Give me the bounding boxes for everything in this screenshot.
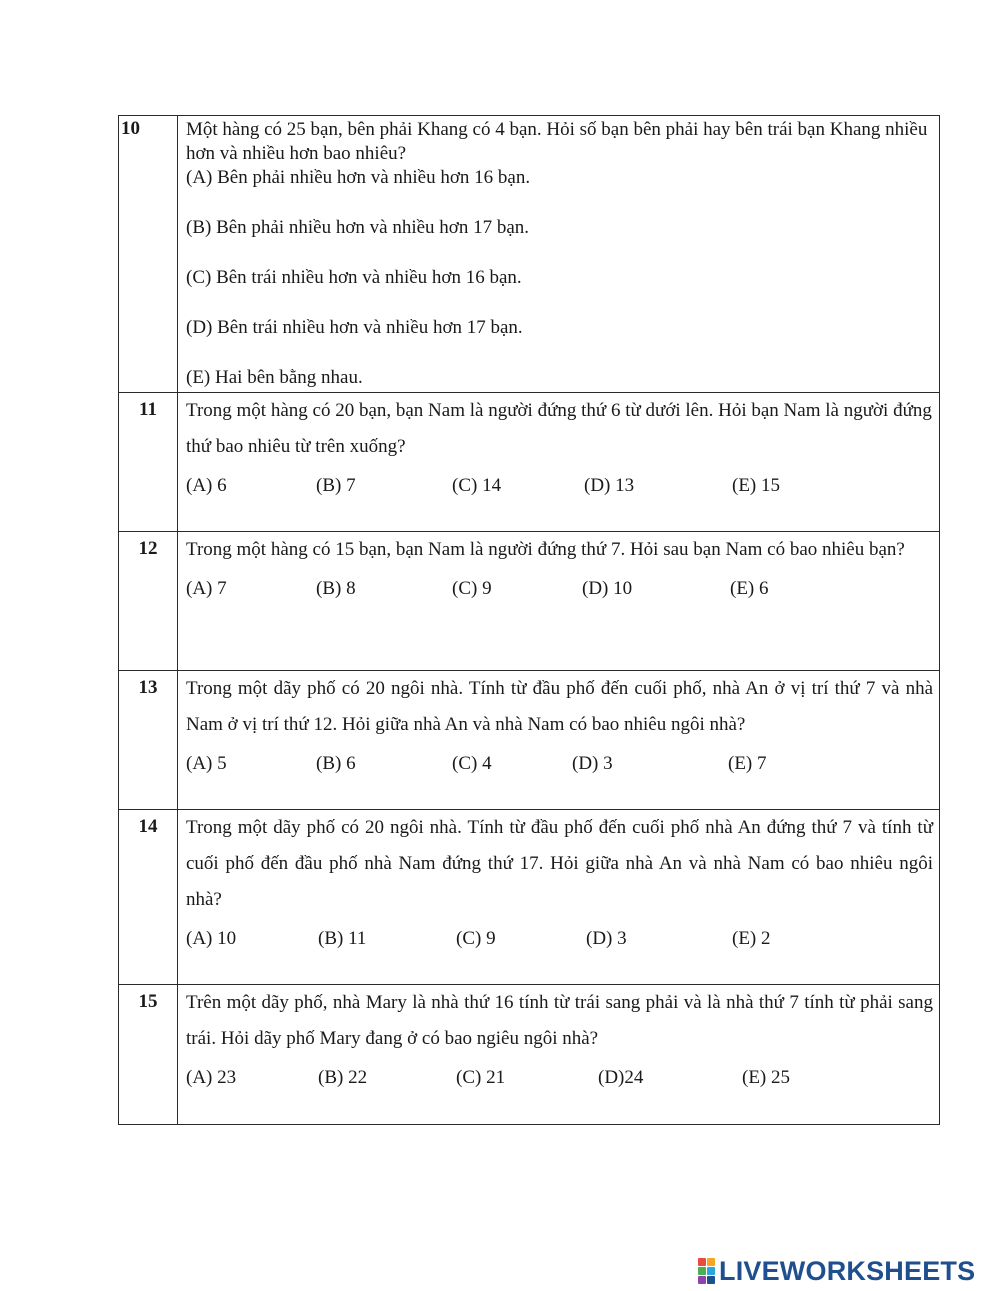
answer-options [186, 1061, 933, 1101]
logo-square [698, 1267, 706, 1275]
question-row-12 [119, 532, 940, 671]
answer-option-d[interactable]: (D) Bên trái nhiều hơn và nhiều hơn 17 bạn. [186, 317, 523, 338]
liveworksheets-logo-text: LIVEWORKSHEETS [719, 1255, 976, 1286]
question-number-cell [119, 532, 178, 671]
question-content-cell [178, 532, 940, 671]
answer-option-e[interactable]: (E) 6 [730, 578, 769, 599]
question-number-cell [119, 810, 178, 985]
answer-option-e[interactable]: (E) 15 [732, 475, 781, 496]
answer-option-c[interactable]: (C) 21 [456, 1067, 506, 1088]
answer-option-a[interactable]: (A) 7 [186, 578, 227, 599]
answer-option-e[interactable]: (E) Hai bên bằng nhau. [186, 367, 363, 388]
logo-square [707, 1276, 715, 1284]
liveworksheets-logo-icon [698, 1258, 715, 1284]
answer-option-b[interactable]: (B) Bên phải nhiều hơn và nhiều hơn 17 bạn. [186, 217, 530, 238]
answer-option-a[interactable]: (A) Bên phải nhiều hơn và nhiều hơn 16 bạn. [186, 167, 531, 188]
question-content-cell [178, 810, 940, 985]
question-content-cell [178, 985, 940, 1125]
question-number: 14 [138, 816, 158, 837]
question-number: 12 [138, 538, 158, 559]
question-number: 15 [138, 991, 158, 1012]
question-number: 10 [121, 118, 140, 139]
logo-square [698, 1276, 706, 1284]
answer-option-b[interactable]: (B) 22 [318, 1067, 368, 1088]
answer-options [186, 166, 933, 390]
answer-option-b[interactable]: (B) 6 [316, 753, 356, 774]
question-row-13 [119, 671, 940, 810]
question-number-cell [119, 393, 178, 532]
answer-option-b[interactable]: (B) 8 [316, 578, 356, 599]
answer-options [186, 922, 933, 962]
answer-options [186, 572, 933, 612]
question-stem: Trong một hàng có 20 bạn, bạn Nam là người đứng thứ 6 từ dưới lên. Hỏi bạn Nam là người đứng thứ bao nhiêu từ trên xuống? [186, 400, 932, 457]
question-table [118, 115, 940, 1125]
question-stem: Trong một dãy phố có 20 ngôi nhà. Tính từ đầu phố đến cuối phố nhà An đứng thứ 7 và tính từ cuối phố đến đầu phố nhà Nam đứng thứ 17. Hỏi giữa nhà An và nhà Nam có bao nhiêu ngôi nhà? [186, 817, 933, 910]
question-number: 13 [138, 677, 158, 698]
answer-option-d[interactable]: (D) 3 [572, 753, 613, 774]
answer-option-a[interactable]: (A) 10 [186, 928, 237, 949]
question-stem: Trong một dãy phố có 20 ngôi nhà. Tính từ đầu phố đến cuối phố, nhà An ở vị trí thứ 7 và nhà Nam ở vị trí thứ 12. Hỏi giữa nhà An và nhà Nam có bao nhiêu ngôi nhà? [186, 678, 933, 735]
answer-option-a[interactable]: (A) 5 [186, 753, 227, 774]
liveworksheets-logo [698, 1255, 975, 1287]
question-stem: Trong một hàng có 15 bạn, bạn Nam là người đứng thứ 7. Hỏi sau bạn Nam có bao nhiêu bạn? [186, 539, 905, 560]
answer-option-a[interactable]: (A) 23 [186, 1067, 237, 1088]
question-content-cell [178, 116, 940, 393]
question-number-cell [119, 671, 178, 810]
answer-option-c[interactable]: (C) 14 [452, 475, 502, 496]
answer-option-c[interactable]: (C) 4 [452, 753, 492, 774]
question-stem: Một hàng có 25 bạn, bên phải Khang có 4 bạn. Hỏi số bạn bên phải hay bên trái bạn Khang nhiều hơn và nhiều hơn bao nhiêu? [186, 119, 928, 164]
question-number-cell [119, 116, 178, 393]
logo-square [707, 1258, 715, 1266]
logo-square [707, 1267, 715, 1275]
answer-option-c[interactable]: (C) 9 [452, 578, 492, 599]
question-row-10 [119, 116, 940, 393]
answer-option-d[interactable]: (D) 10 [582, 578, 633, 599]
answer-option-e[interactable]: (E) 2 [732, 928, 771, 949]
answer-option-e[interactable]: (E) 25 [742, 1067, 791, 1088]
question-row-15 [119, 985, 940, 1125]
answer-options [186, 747, 933, 787]
logo-square [698, 1258, 706, 1266]
question-row-11 [119, 393, 940, 532]
answer-option-b[interactable]: (B) 7 [316, 475, 356, 496]
answer-option-b[interactable]: (B) 11 [318, 928, 367, 949]
question-content-cell [178, 671, 940, 810]
question-stem: Trên một dãy phố, nhà Mary là nhà thứ 16 tính từ trái sang phải và là nhà thứ 7 tính từ phải sang trái. Hỏi dãy phố Mary đang ở có bao ngiêu ngôi nhà? [186, 992, 933, 1049]
answer-option-d[interactable]: (D) 13 [584, 475, 635, 496]
answer-option-c[interactable]: (C) 9 [456, 928, 496, 949]
answer-options [186, 469, 933, 509]
question-number: 11 [139, 399, 157, 420]
question-number-cell [119, 985, 178, 1125]
answer-option-a[interactable]: (A) 6 [186, 475, 227, 496]
answer-option-c[interactable]: (C) Bên trái nhiều hơn và nhiều hơn 16 bạn. [186, 267, 522, 288]
answer-option-e[interactable]: (E) 7 [728, 753, 767, 774]
answer-option-d[interactable]: (D)24 [598, 1067, 644, 1088]
question-content-cell [178, 393, 940, 532]
answer-option-d[interactable]: (D) 3 [586, 928, 627, 949]
question-row-14 [119, 810, 940, 985]
